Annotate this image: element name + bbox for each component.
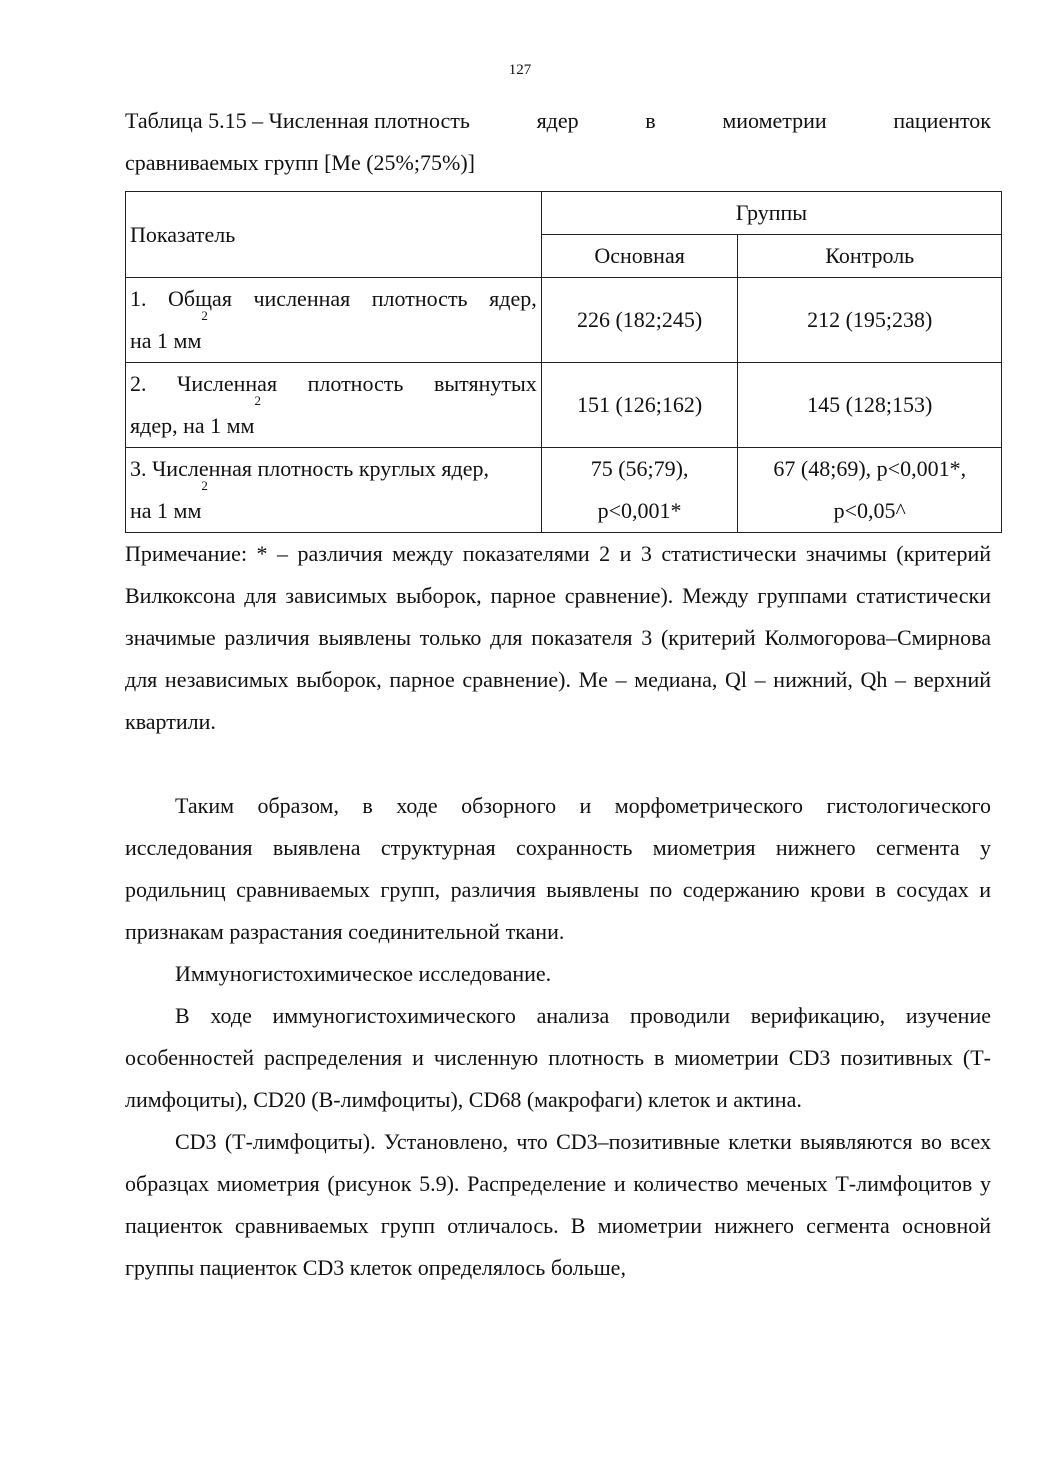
table-caption xyxy=(125,100,991,184)
body-paragraph: В ходе иммуногистохимического анализа проводили верификацию, изучение особенностей распределения и численную плотность в миометрии CD3 позитивных (Т-лимфоциты), CD20 (В-лимфоциты), CD68 (макрофаги) клеток и актина. xyxy=(125,1003,991,1112)
table-row xyxy=(126,363,1002,448)
main-value-cell: 151 (126;162) xyxy=(541,363,738,448)
table-caption-line2: сравниваемых групп [Me (25%;75%)] xyxy=(125,150,475,175)
table-note: Примечание: * – различия между показателями 2 и 3 статистически значимы (критерий Вилкоксона для зависимых выборок, парное сравнение). Между группами статистически значимые различия выявлены только для показателя 3 (критерий Колмогорова–Смирнова для независимых выборок, парное сравнение). Me – медиана, Ql – нижний, Qh – верхний квартили. xyxy=(125,541,991,734)
caption-word: Таблица 5.15 – Численная плотность xyxy=(125,108,470,133)
table-caption-line1 xyxy=(125,100,991,142)
body-paragraph: CD3 (Т-лимфоциты). Установлено, что CD3–позитивные клетки выявляются во всех образцах миометрия (рисунок 5.9). Распределение и количество меченых Т-лимфоцитов у пациенток сравниваемых групп отличалось. В миометрии нижнего сегмента основной группы пациенток CD3 клеток определялось больше, xyxy=(125,1129,991,1280)
caption-word: в xyxy=(645,108,656,133)
data-table xyxy=(125,191,1002,533)
main-value-cell: 226 (182;245) xyxy=(541,278,738,363)
control-value-cell: 145 (128;153) xyxy=(738,363,1002,448)
header-indicator: Показатель xyxy=(126,192,542,278)
main-value-cell: 75 (56;79), p<0,001* xyxy=(541,448,738,533)
control-value-cell: 67 (48;69), p<0,001*, p<0,05^ xyxy=(738,448,1002,533)
caption-word: ядер xyxy=(536,108,579,133)
table-header-row xyxy=(126,192,1002,235)
page-content xyxy=(125,100,991,1289)
indicator-cell: 3. Численная плотность круглых ядер, на 1 $мм^2$ xyxy=(126,448,542,533)
page-number: 127 xyxy=(508,62,532,78)
body-paragraph: Таким образом, в ходе обзорного и морфометрического гистологического исследования выявлена структурная сохранность миометрия нижнего сегмента у родильниц сравниваемых групп, различия выявлены по содержанию крови в сосудах и признакам разрастания соединительной ткани. xyxy=(125,793,991,944)
caption-word: миометрии xyxy=(722,108,827,133)
header-groups: Группы xyxy=(541,192,1001,235)
section-heading: Иммуногистохимическое исследование. xyxy=(175,961,552,986)
superscript: 2 xyxy=(254,393,261,408)
indicator-cell: 2. Численная плотность вытянутых ядер, на 1 $мм^2$ xyxy=(126,363,542,448)
table-row xyxy=(126,278,1002,363)
superscript: 2 xyxy=(201,478,208,493)
table-row xyxy=(126,448,1002,533)
spacer xyxy=(125,743,991,785)
header-control-group: Контроль xyxy=(738,235,1002,278)
caption-word: пациенток xyxy=(893,108,991,133)
superscript: 2 xyxy=(201,308,208,323)
indicator-cell: 1. Общая численная плотность ядер, на 1 $мм^2$ xyxy=(126,278,542,363)
header-main-group: Основная xyxy=(541,235,738,278)
control-value-cell: 212 (195;238) xyxy=(738,278,1002,363)
